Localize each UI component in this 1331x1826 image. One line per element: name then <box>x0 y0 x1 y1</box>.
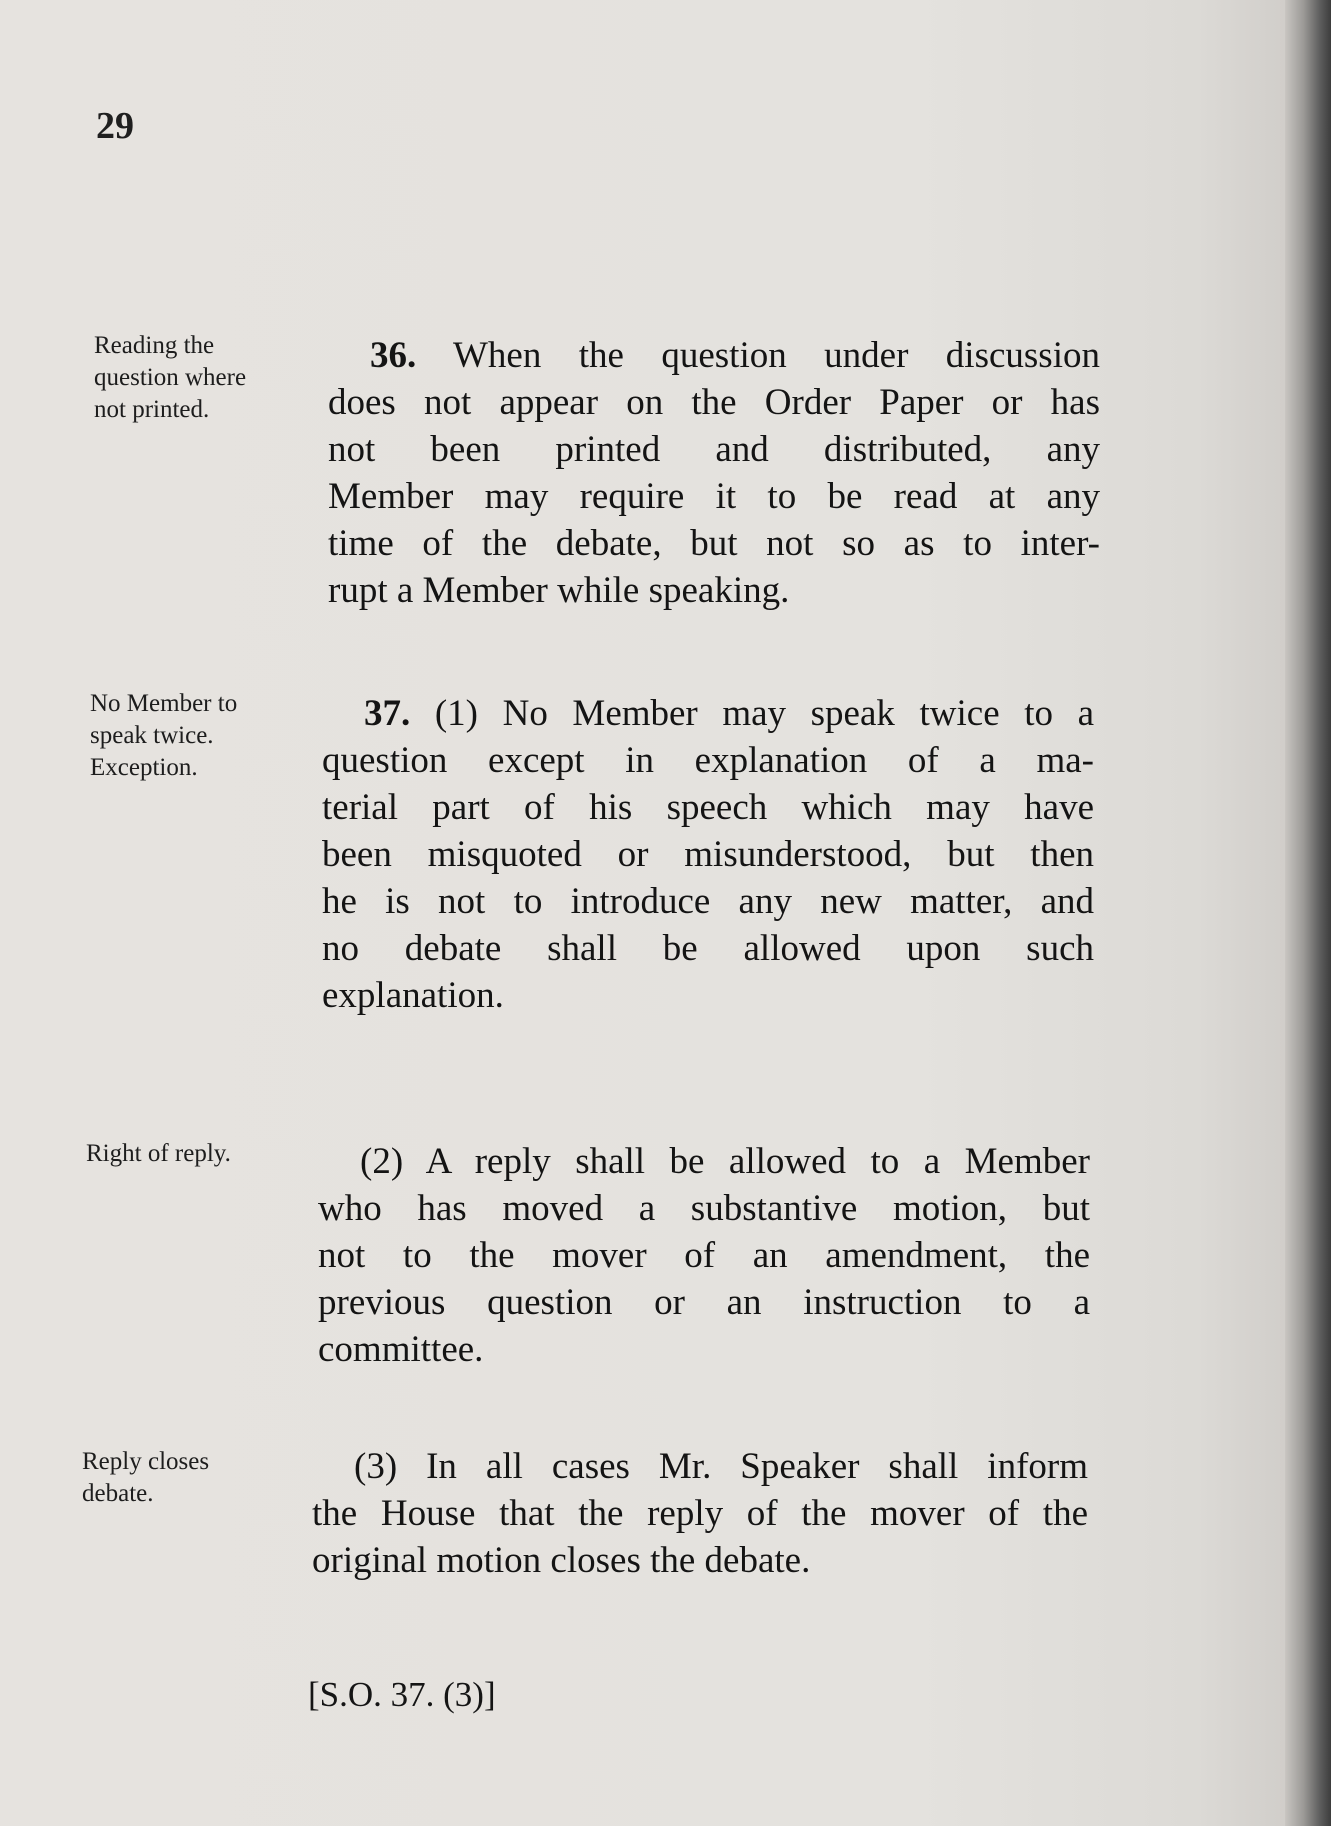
section-number: 36. <box>370 335 417 376</box>
paragraph-37-1 <box>322 690 1094 737</box>
paragraph-line: committee. <box>318 1329 484 1370</box>
paragraph-line: the House that the reply of the mover of the <box>312 1493 1088 1534</box>
margin-note-line: No Member to <box>90 690 238 717</box>
standing-order-reference: [S.O. 37. (3)] <box>308 1675 496 1714</box>
paragraph-line: not been printed and distributed, any <box>328 429 1100 470</box>
section-number: 37. <box>364 693 411 734</box>
book-spine-shadow <box>1285 0 1331 1826</box>
paragraph-line: he is not to introduce any new matter, and <box>322 881 1094 922</box>
paragraph-line: (3) In all cases Mr. Speaker shall inform <box>354 1446 1088 1487</box>
paragraph-line: terial part of his speech which may have <box>322 787 1094 828</box>
paragraph-line: (2) A reply shall be allowed to a Member <box>360 1141 1090 1182</box>
paragraph-line: previous question or an instruction to a <box>318 1282 1090 1323</box>
paragraph-line: Member may require it to be read at any <box>328 476 1100 517</box>
margin-note-line: Reply closes <box>82 1448 210 1475</box>
margin-note-line: not printed. <box>94 396 210 423</box>
page-number: 29 <box>96 105 134 147</box>
margin-note-line: question where <box>94 364 247 391</box>
paragraph-line: does not appear on the Order Paper or has <box>328 382 1100 423</box>
paragraph-line: time of the debate, but not so as to inter- <box>328 523 1100 564</box>
paragraph-37-2 <box>318 1138 1090 1373</box>
paragraph-37-3 <box>312 1443 1088 1584</box>
margin-note-line: debate. <box>82 1480 154 1507</box>
margin-note-line: Right of reply. <box>86 1140 231 1167</box>
paragraph-line: been misquoted or misunderstood, but then <box>322 834 1094 875</box>
margin-note-line: Reading the <box>94 332 215 359</box>
paragraph-line: 37. (1) No Member may speak twice to a <box>364 693 1095 734</box>
margin-note-line: speak twice. <box>90 722 214 749</box>
margin-note-line: Exception. <box>90 754 198 781</box>
paragraph-line: 36. When the question under discussion <box>370 335 1100 376</box>
margin-note-right-of-reply <box>86 1138 276 1170</box>
paragraph-line: not to the mover of an amendment, the <box>318 1235 1090 1276</box>
paragraph-37-1-body <box>322 737 1094 1019</box>
paragraph-line: no debate shall be allowed upon such <box>322 928 1094 969</box>
paragraph-line: explanation. <box>322 975 504 1016</box>
paragraph-line: question except in explanation of a ma- <box>322 740 1094 781</box>
paragraph-line: who has moved a substantive motion, but <box>318 1188 1090 1229</box>
margin-note-speak-twice <box>90 688 280 784</box>
margin-note-reply-closes-debate <box>82 1446 272 1510</box>
paragraph-line: rupt a Member while speaking. <box>328 570 790 611</box>
paragraph-line: original motion closes the debate. <box>312 1540 811 1581</box>
margin-note-reading-question <box>94 330 284 426</box>
paragraph-36 <box>328 332 1100 379</box>
paragraph-36-body <box>328 379 1100 614</box>
